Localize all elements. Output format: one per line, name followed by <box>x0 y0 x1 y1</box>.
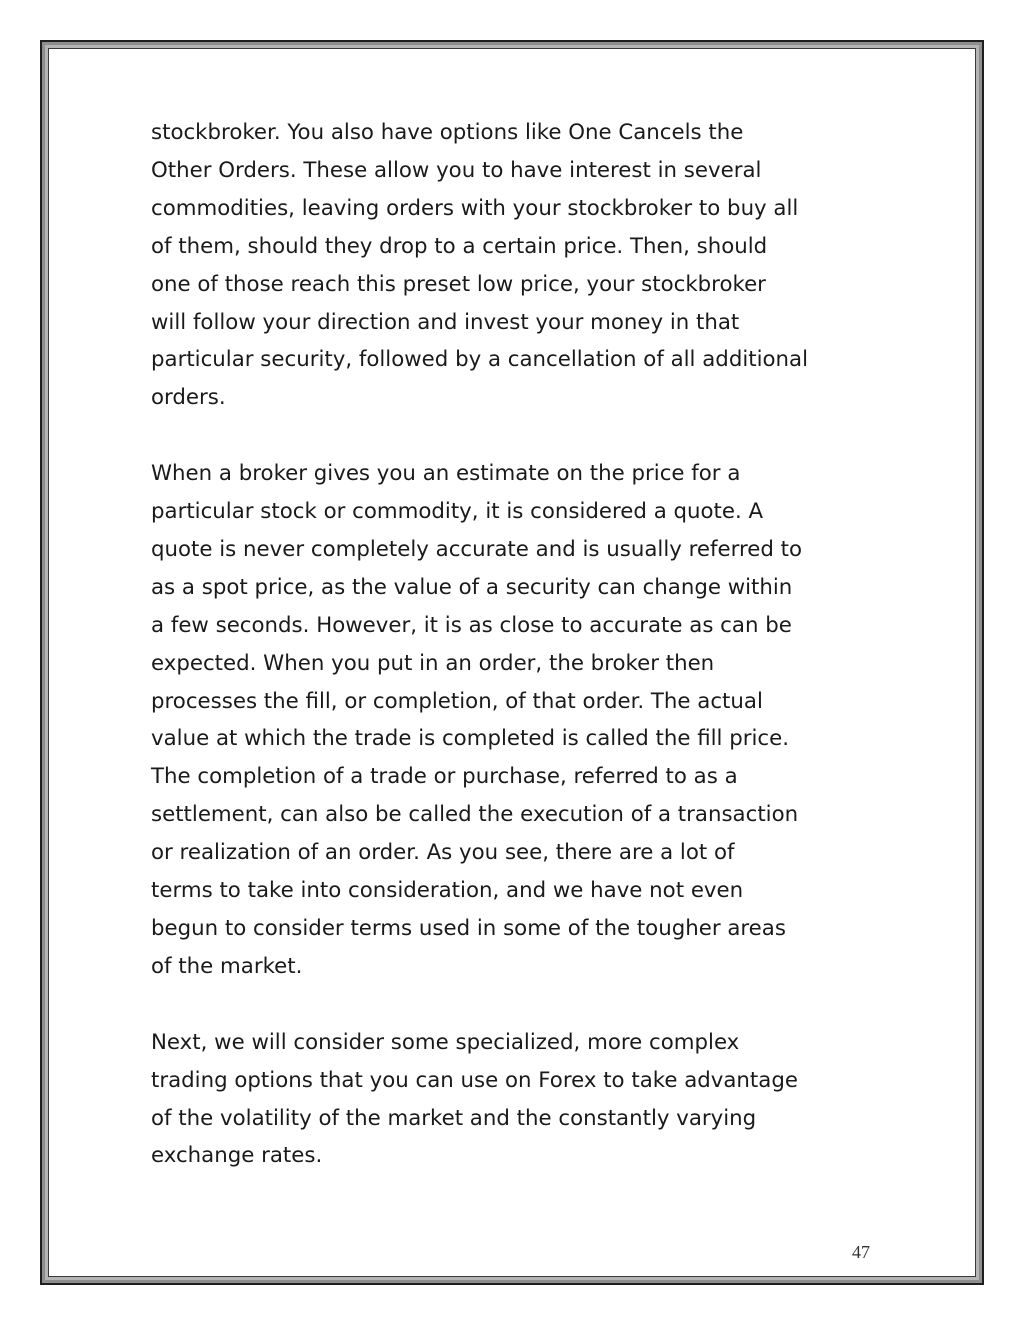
text-line: exchange rates. <box>151 1143 323 1169</box>
text-line: expected. When you put in an order, the broker then <box>151 650 715 676</box>
page-number: 47 <box>852 1242 870 1262</box>
text-line: begun to consider terms used in some of the tougher areas <box>151 916 786 942</box>
text-line: or realization of an order. As you see, there are a lot of <box>151 840 735 866</box>
paragraph-3 <box>151 1024 891 1176</box>
text-line: commodities, leaving orders with your stockbroker to buy all <box>151 195 799 221</box>
text-line: processes the fill, or completion, of that order. The actual <box>151 688 763 714</box>
text-line: one of those reach this preset low price, your stockbroker <box>151 271 766 297</box>
text-line: orders. <box>151 385 226 411</box>
text-line: will follow your direction and invest your money in that <box>151 309 740 335</box>
text-line: settlement, can also be called the execution of a transaction <box>151 802 799 828</box>
text-line: of the market. <box>151 953 303 979</box>
text-line: as a spot price, as the value of a security can change within <box>151 574 793 600</box>
text-line: When a broker gives you an estimate on the price for a <box>151 461 741 487</box>
text-line: terms to take into consideration, and we have not even <box>151 878 744 904</box>
paragraph-1 <box>151 114 891 417</box>
body-text <box>151 114 891 1175</box>
text-line: of them, should they drop to a certain price. Then, should <box>151 233 768 259</box>
text-line: The completion of a trade or purchase, referred to as a <box>151 764 738 790</box>
text-line: particular security, followed by a cancellation of all additional <box>151 347 809 373</box>
text-line: Next, we will consider some specialized, more complex <box>151 1029 740 1055</box>
text-line: stockbroker. You also have options like One Cancels the <box>151 120 744 145</box>
text-line: particular stock or commodity, it is considered a quote. A <box>151 499 764 525</box>
text-line: Other Orders. These allow you to have interest in several <box>151 157 762 183</box>
paragraph-2 <box>151 455 891 986</box>
text-line: trading options that you can use on Forex to take advantage <box>151 1067 798 1093</box>
text-line: a few seconds. However, it is as close to accurate as can be <box>151 612 792 638</box>
text-line: value at which the trade is completed is called the fill price. <box>151 726 790 752</box>
text-line: quote is never completely accurate and is usually referred to <box>151 536 803 562</box>
text-line: of the volatility of the market and the constantly varying <box>151 1105 757 1131</box>
